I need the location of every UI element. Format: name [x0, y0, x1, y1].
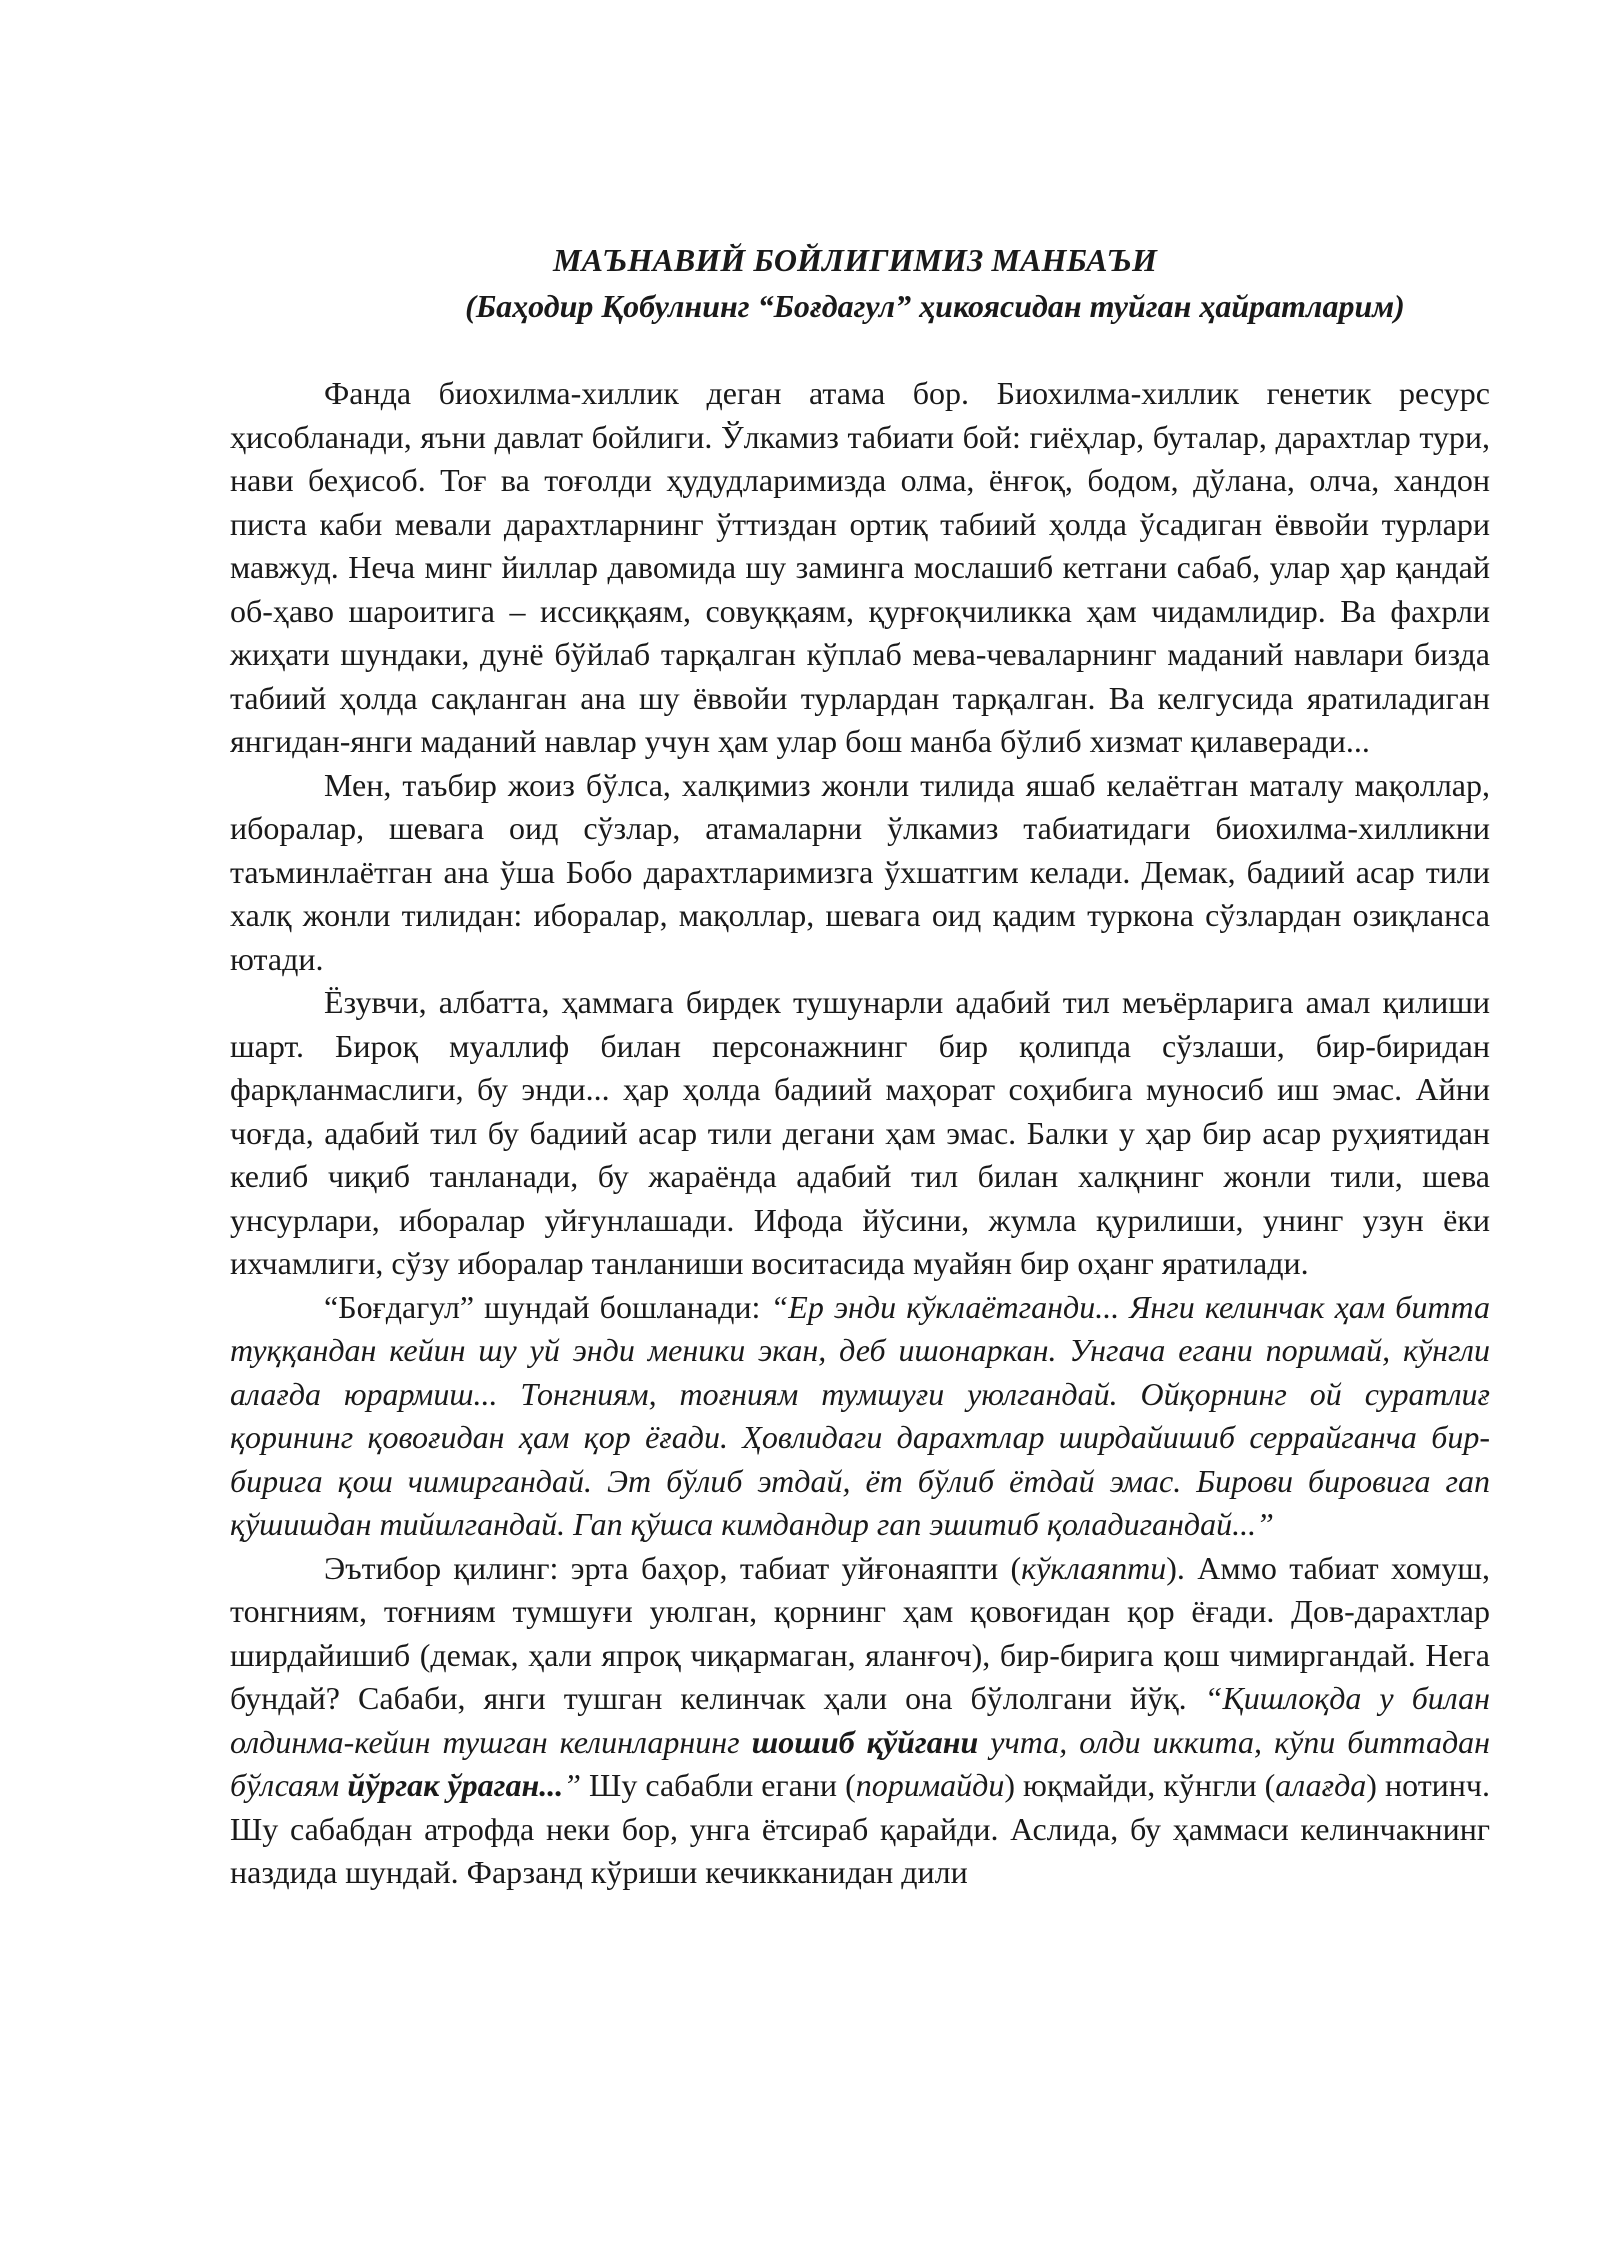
paragraph-5-part-2: ). Аммо табиат хомуш, тонгниям, тоғниям тумшуғи уюлган, қорнинг ҳам қовоғидан қор ёғади. Дов-дарахтлар ширдайишиб (демак, ҳали япроқ чиқармаган, яланғоч), бир-бирига қош чимиргандай. Нега бундай? Сабаби, янги тушган келинчак ҳали она бўлолгани йўқ.	[230, 1549, 1491, 1716]
paragraph-5-quote-2: учта, олди иккита, кўпи биттадан бўлсаям	[230, 1723, 1491, 1803]
paragraph-5-part-3: Шу сабабли егани (	[581, 1767, 856, 1803]
paragraph-5-quote-bold-1: шошиб қўйгани	[751, 1723, 979, 1760]
document-subtitle: (Баҳодир Қобулнинг “Боғдагул” ҳикоясидан туйган ҳайратларим)	[465, 288, 1405, 324]
paragraph-5-part-4: ) юқмайди, кўнгли (	[1004, 1767, 1276, 1803]
paragraph-1: Фанда биохилма-хиллик деган атама бор. Биохилма-хиллик генетик ресурс ҳисобланади, яъни давлат бойлиги. Ўлкамиз табиати бой: гиёҳлар, буталар, дарахтлар тури, нави беҳисоб. Тоғ ва тоғолди ҳудудларимизда олма, ёнғоқ, бодом, дўлана, олча, хандон писта каби мевали дарахтларнинг ўттиздан ортиқ табиий ҳолда ўсадиган ёввойи турлари мавжуд. Неча минг йиллар давомида шу заминга мослашиб кетгани сабаб, улар ҳар қандай об-ҳаво шароитига – иссиққаям, совуққаям, қурғоқчиликка ҳам чидамлидир. Ва фахрли жиҳати шундаки, дунё бўйлаб тарқалган кўплаб мева-чеваларнинг маданий навлари бизда табиий ҳолда сақланган ана шу ёввойи турлардан тарқалган. Ва келгусида яратиладиган янгидан-янги маданий навлар учун ҳам улар бош манба бўлиб хизмат қилаверади...	[230, 375, 1490, 759]
paragraph-5	[230, 1547, 1490, 1895]
paragraph-5-em-2: поримайди	[855, 1767, 1005, 1803]
paragraph-4-lead: “Боғдагул” шундай бошланади:	[324, 1288, 771, 1325]
paragraph-4	[230, 1286, 1490, 1547]
paragraph-3: Ёзувчи, албатта, ҳаммага бирдек тушунарли адабий тил меъёрларига амал қилиши шарт. Бироқ муаллиф билан персонажнинг бир қолипда сўзлаши, бир-биридан фарқланмаслиги, бу энди... ҳар ҳолда бадиий маҳорат соҳибига муносиб иш эмас. Айни чоғда, адабий тил бу бадиий асар тили дегани ҳам эмас. Балки у ҳар бир асар руҳиятидан келиб чиқиб танланади, бу жараёнда адабий тил билан халқнинг жонли тили, шева унсурлари, иборалар уйғунлашади. Ифода йўсини, жумла қурилиши, унинг узун ёки ихчамлиги, сўзу иборалар танланиши воситасида муайян бир оҳанг яратилади.	[230, 984, 1490, 1281]
document-title: МАЪНАВИЙ БОЙЛИГИМИЗ МАНБАЪИ	[553, 242, 1157, 278]
document-body	[230, 372, 1490, 1895]
paragraph-5-quote-1: “Қишлоқда у билан олдинма-кейин тушган келинларнинг	[230, 1680, 1491, 1760]
paragraph-5-quote-bold-2: йўргак ўраган...	[347, 1767, 564, 1803]
paragraph-5-em-1: кўклаяпти	[1021, 1549, 1167, 1586]
paragraph-2: Мен, таъбир жоиз бўлса, халқимиз жонли тилида яшаб келаётган маталу мақоллар, иборалар, шевага оид сўзлар, атамаларни ўлкамиз табиатидаги биохилма-хилликни таъминлаётган ана ўша Бобо дарахтларимизга ўхшатгим келади. Демак, бадиий асар тили халқ жонли тилидан: иборалар, мақоллар, шевага оид қадим туркона сўзлардан озиқланса ютади.	[230, 766, 1490, 977]
paragraph-5-part-5: ) нотинч. Шу сабабдан атрофда неки бор, унга ётсираб қарайди. Аслида, бу ҳаммаси келинчакнинг наздида шундай. Фарзанд кўриши кечикканидан дили	[230, 1767, 1491, 1890]
paragraph-5-part-1: Эътибор қилинг: эрта баҳор, табиат уйғонаяпти (	[324, 1549, 1022, 1586]
paragraph-5-em-3: алағда	[1275, 1767, 1367, 1803]
paragraph-5-quote-3: ”	[563, 1767, 582, 1803]
paragraph-4-quote: “Ер энди кўклаётганди... Янги келинчак ҳам битта туққандан кейин шу уй энди меники экан, деб ишонаркан. Унгача егани поримай, кўнгли алағда юрармиш... Тонгниям, тоғниям тумшуғи уюлгандай. Ойқорнинг ой суратлиғ қорининг қовоғидан ҳам қор ёғади. Ҳовлидаги дарахтлар ширдайишиб серрайганча бир-бирига қош чимиргандай. Эт бўлиб этдай, ёт бўлиб ётдай эмас. Бирови бировига гап қўшишдан тийилгандай. Гап қўшса кимдандир гап эшитиб қоладигандай...”	[230, 1288, 1491, 1542]
